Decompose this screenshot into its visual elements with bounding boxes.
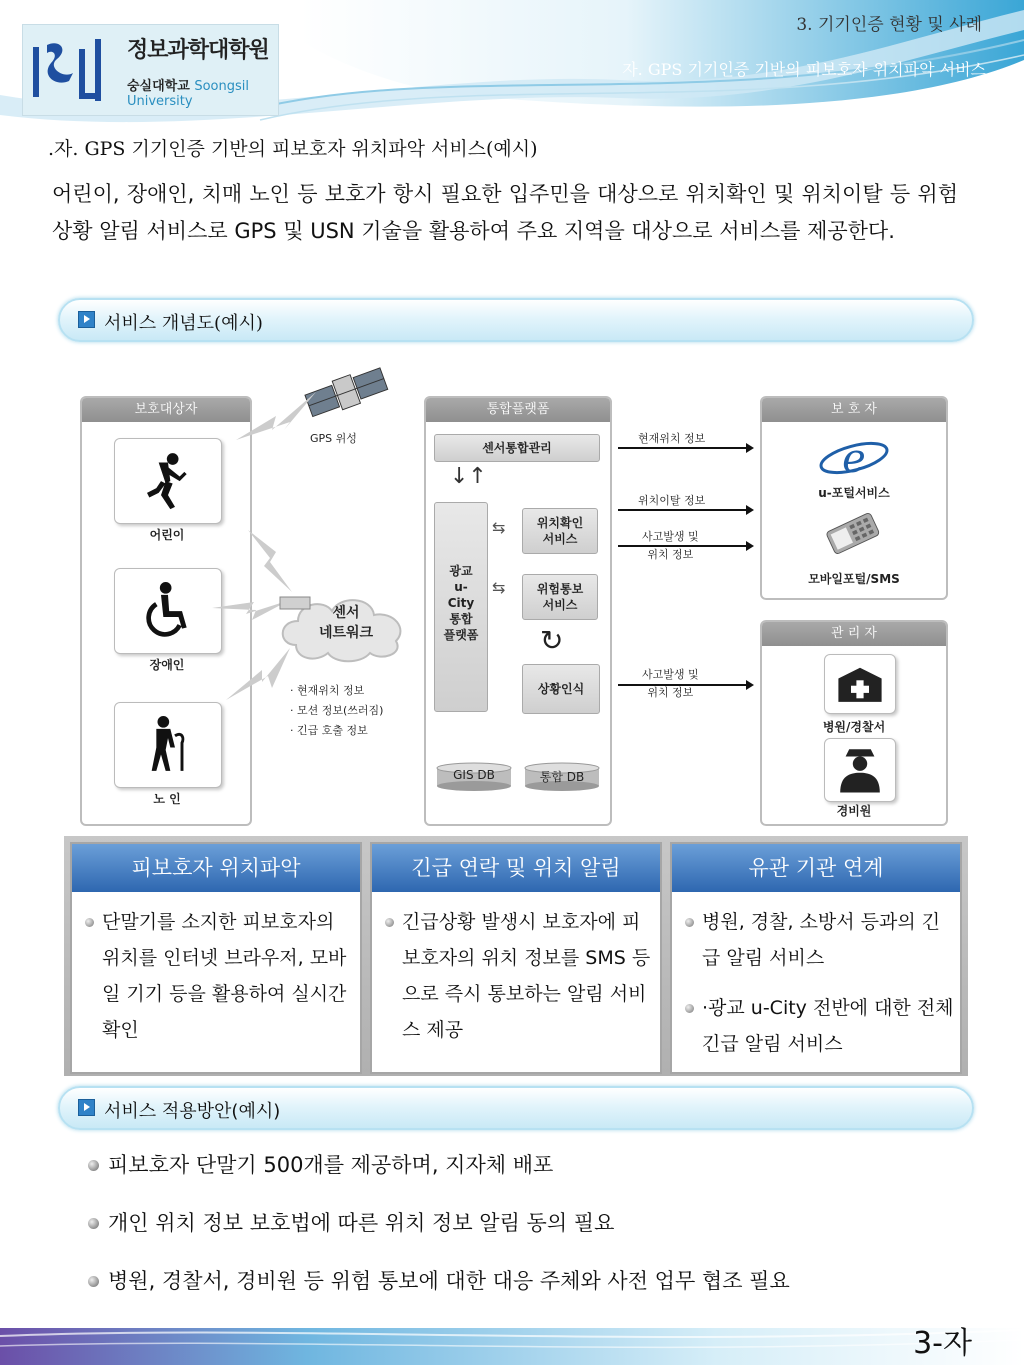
card-list xyxy=(382,904,654,1048)
banner-service-application xyxy=(58,1086,974,1130)
platform-header: 통합플랫폼 xyxy=(426,398,610,422)
platform-panel xyxy=(424,396,612,826)
logo-name: 정보과학대학원 xyxy=(127,38,269,63)
hospital-icon xyxy=(833,659,887,707)
section-title: .자. GPS 기기인증 기반의 피보호자 위치파악 서비스(예시) xyxy=(48,138,538,160)
card-list xyxy=(82,904,354,1048)
service-concept-diagram xyxy=(76,352,952,828)
bullet-item: 병원, 경찰서, 경비원 등 위험 통보에 대한 대응 주체와 사전 업무 협조 필요 xyxy=(88,1262,790,1320)
sensor-info-item: · 모션 정보(쓰러짐) xyxy=(290,704,384,717)
mobile-label: 모바일포털/SMS xyxy=(808,572,900,586)
card-list xyxy=(682,904,954,1062)
exchange-arrow-icon: ⇆ xyxy=(492,578,506,597)
flow-arrow xyxy=(618,509,752,511)
play-icon xyxy=(78,1099,95,1116)
guard-label: 경비원 xyxy=(836,804,872,818)
sync-arrows-icon: ↓↑ xyxy=(450,464,487,489)
platform-core-box: 광교 u- City 통합 플랫폼 xyxy=(434,502,488,712)
logo-subtitle xyxy=(127,75,278,109)
card-agencies xyxy=(670,842,962,1074)
bullet-item: 개인 위치 정보 보호법에 따른 위치 정보 알림 동의 필요 xyxy=(88,1204,790,1262)
gps-label: GPS 위성 xyxy=(310,432,357,445)
cycle-icon: ↻ xyxy=(540,624,564,657)
card-item: 단말기를 소지한 피보호자의 위치를 인터넷 브라우저, 모바일 기기 등을 활용하여 실시간 확인 xyxy=(82,904,354,1048)
sensor-info-list xyxy=(290,682,383,738)
feature-cards xyxy=(64,836,968,1076)
bullet-item: 피보호자 단말기 500개를 제공하며, 지자체 배포 xyxy=(88,1146,790,1204)
svg-text:e: e xyxy=(842,436,866,482)
flow-label: 현재위치 정보 xyxy=(638,432,706,445)
mobile-phone-icon xyxy=(814,508,894,564)
flow-label: 위치이탈 정보 xyxy=(638,494,706,507)
guard-box xyxy=(824,738,896,802)
hospital-box xyxy=(824,654,896,714)
banner-label: 서비스 개념도(예시) xyxy=(104,313,263,334)
card-item: 병원, 경찰, 소방서 등과의 긴급 알림 서비스 xyxy=(682,904,954,976)
location-service-box: 위치확인 서비스 xyxy=(522,508,598,554)
situation-awareness-box: 상황인식 xyxy=(522,664,600,714)
flow-label: 사고발생 및 위치 정보 xyxy=(642,668,699,699)
chapter-title: 3. 기기인증 현황 및 사례 xyxy=(796,15,982,35)
flow-arrow xyxy=(618,545,752,547)
sensor-management-box: 센서통합관리 xyxy=(434,434,600,462)
disabled-label: 장애인 xyxy=(149,658,185,672)
sensor-network-label: 센서 네트워크 xyxy=(318,605,374,641)
exchange-arrow-icon: ⇆ xyxy=(492,518,506,537)
child-label: 어린이 xyxy=(149,528,185,542)
card-emergency xyxy=(370,842,662,1074)
flow-label: 사고발생 및 위치 정보 xyxy=(642,530,699,561)
hospital-label: 병원/경찰서 xyxy=(822,720,886,734)
elderly-label: 노 인 xyxy=(153,792,181,806)
guardian-header: 보 호 자 xyxy=(762,398,946,422)
application-bullets xyxy=(88,1146,790,1320)
banner-label: 서비스 적용방안(예시) xyxy=(104,1101,281,1122)
sensor-info-item: · 현재위치 정보 xyxy=(290,684,365,697)
flow-arrow xyxy=(618,447,752,449)
subchapter-title: 자. GPS 기기인증 기반의 피보호자 위치파악 서비스 xyxy=(622,60,986,79)
manager-header: 관 리 자 xyxy=(762,622,946,646)
gis-db-label: GIS DB xyxy=(453,768,495,782)
banner-service-concept xyxy=(58,298,974,342)
page-number: 3-자 xyxy=(913,1326,972,1361)
card-location xyxy=(70,842,362,1074)
flow-arrow xyxy=(618,684,752,686)
logo-sub-ko: 숭실대학교 xyxy=(127,79,190,94)
guardian-panel xyxy=(760,396,948,600)
play-icon xyxy=(78,311,95,328)
card-title: 긴급 연락 및 위치 알림 xyxy=(372,844,660,892)
security-guard-icon xyxy=(833,743,887,797)
logo-sub-en: Soongsil University xyxy=(127,79,249,109)
sensor-info-item: · 긴급 호출 정보 xyxy=(290,724,368,737)
intro-paragraph: 어린이, 장애인, 치매 노인 등 보호가 항시 필요한 입주민을 대상으로 위치확인 및 위치이탈 등 위험상황 알림 서비스로 GPS 및 USN 기술을 활용하여 주요 지역을 대상으로 서비스를 제공한다. xyxy=(52,182,958,243)
university-logo xyxy=(22,24,279,116)
alert-service-box: 위험통보 서비스 xyxy=(522,574,598,620)
browser-icon xyxy=(814,432,894,482)
manager-panel xyxy=(760,620,948,826)
card-title: 피보호자 위치파악 xyxy=(72,844,360,892)
card-item: 긴급상황 발생시 보호자에 피보호자의 위치 정보를 SMS 등으로 즉시 통보하는 알림 서비스 제공 xyxy=(382,904,654,1048)
integrated-db-label: 통합 DB xyxy=(539,770,585,784)
card-item: ·광교 u-City 전반에 대한 전체 긴급 알림 서비스 xyxy=(682,990,954,1062)
portal-label: u-포털서비스 xyxy=(818,486,890,500)
card-title: 유관 기관 연계 xyxy=(672,844,960,892)
footer-wave-decoration xyxy=(0,1322,1024,1365)
logo-mark-icon xyxy=(29,35,119,105)
protected-header: 보호대상자 xyxy=(82,398,250,422)
